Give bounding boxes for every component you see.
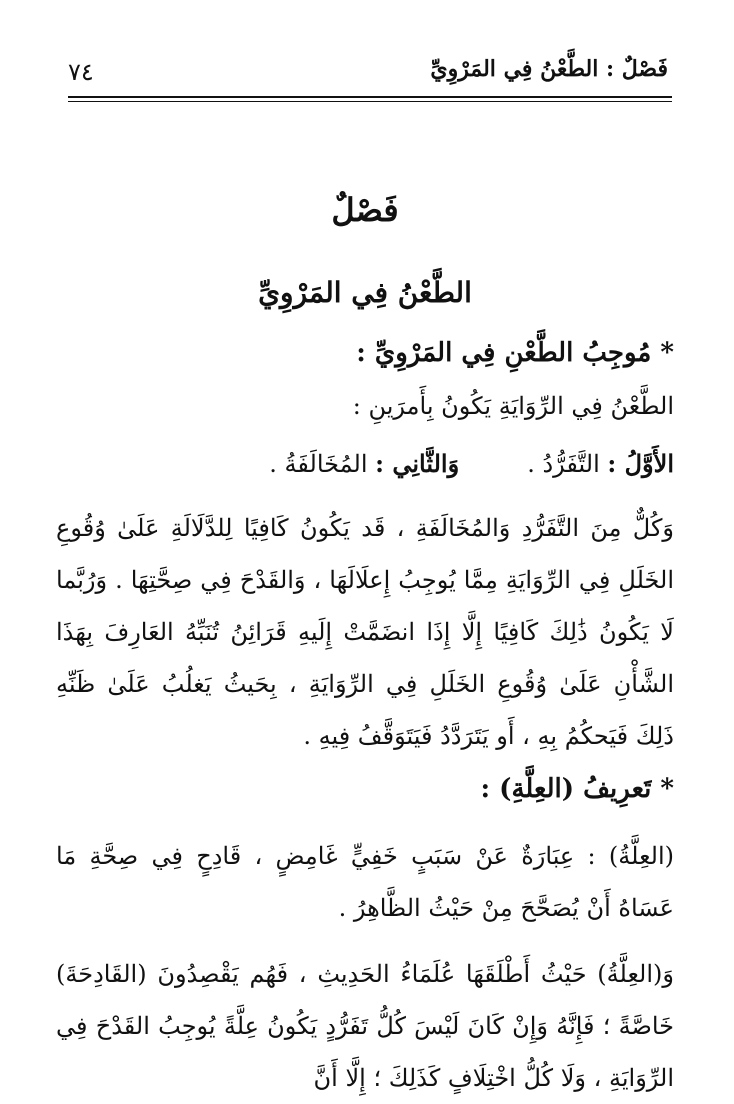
item-first xyxy=(527,436,674,492)
paragraph-explanation: وَكُلٌّ مِنَ التَّفَرُّدِ وَالمُخَالَفَةِ ، قَد يَكُونُ كَافِيًا لِلدَّلَالَةِ عَلَىٰ وُقُوعِ الخَلَلِ فِي الرِّوَايَةِ مِمَّا يُوجِبُ إِعلَالَهَا ، وَالقَدْحَ فِي صِحَّتِهَا . وَرُبَّما لَا يَكُونُ ذَٰلِكَ كَافِيًا إِلَّا إِذَا انضَمَّتْ إِلَيهِ قَرَائِنُ تُنَبِّهُ العَارِفَ بِهَذَا الشَّأْنِ عَلَىٰ وُقُوعِ الخَلَلِ فِي الرِّوَايَةِ ، بِحَيثُ يَغلُبُ عَلَىٰ ظَنِّهِ ذَلِكَ فَيَحكُمُ بِهِ ، أَو يَتَرَدَّدُ فَيَتَوَقَّفُ فِيهِ . xyxy=(56,514,674,750)
section-subtitle: الطَّعْنُ فِي المَرْوِيِّ xyxy=(258,276,472,309)
page-header xyxy=(68,52,668,92)
subheading-cause: * مُوجِبُ الطَّعْنِ فِي المَرْوِيِّ : xyxy=(356,338,674,368)
header-rule-thin xyxy=(68,101,672,102)
paragraph-continuation: وَ(العِلَّةُ) حَيْثُ أَطْلَقَهَا عُلَمَاءُ الحَدِيثِ ، فَهُم يَقْصِدُونَ (القَادِحَةَ) خَاصَّةً ؛ فَإِنَّهُ وَإِنْ كَانَ لَيْسَ كُلُّ تَفَرُّدٍ يَكُونُ عِلَّةً يُوجِبُ القَدْحَ فِي الرِّوَايَةِ ، وَلَا كُلُّ اخْتِلَافٍ كَذَلِكَ ؛ إِلَّا أَنَّ xyxy=(56,960,674,1092)
section-title: فَصْلٌ xyxy=(331,191,399,229)
item-second xyxy=(269,436,459,492)
paragraph-definition: (العِلَّةُ) : عِبَارَةٌ عَنْ سَبَبٍ خَفِيٍّ غَامِضٍ ، قَادِحٍ فِي صِحَّةِ مَا عَسَاهُ أَنْ يُصَحَّحَ مِنْ حَيْثُ الظَّاهِرُ . xyxy=(56,842,675,922)
subheading-definition: * تَعرِيفُ (العِلَّةِ) : xyxy=(480,774,674,804)
page-number: ٧٤ xyxy=(68,58,94,86)
item-second-text: المُخَالَفَةُ . xyxy=(269,450,368,478)
page-body xyxy=(56,180,674,1104)
item-second-label: وَالثَّانِي : xyxy=(375,449,460,478)
two-items-line xyxy=(56,436,674,492)
item-first-label: الأَوَّلُ : xyxy=(607,449,674,478)
running-title: فَصْلٌ : الطَّعْنُ فِي المَرْوِيِّ xyxy=(430,56,668,82)
item-first-text: التَّفَرُّدُ . xyxy=(527,450,600,478)
header-rule xyxy=(68,96,672,98)
intro-line: الطَّعْنُ فِي الرِّوَايَةِ يَكُونُ بِأَمرَينِ : xyxy=(352,392,674,420)
